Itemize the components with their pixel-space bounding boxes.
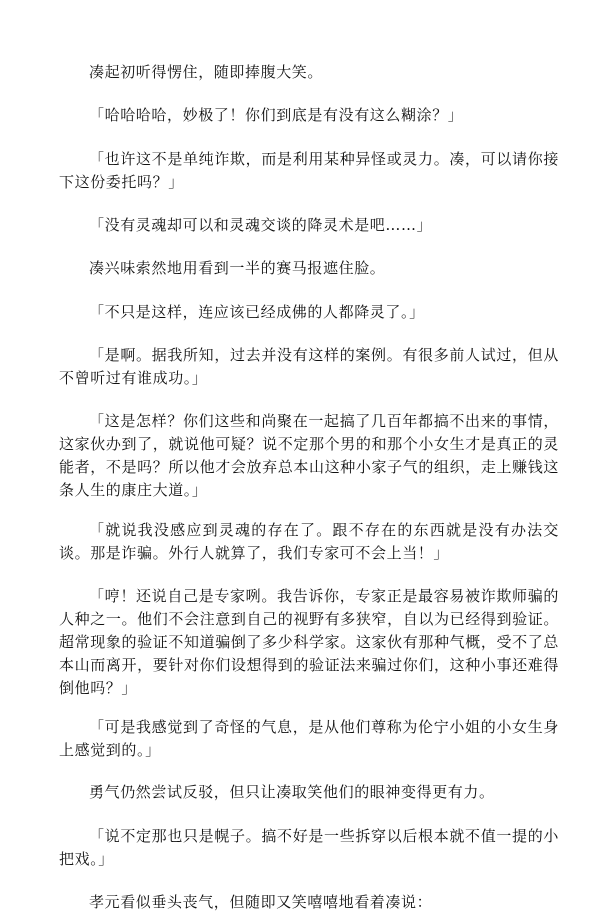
paragraph-2: 「哈哈哈哈，妙极了！你们到底是有没有这么糊涂？」 — [89, 106, 464, 124]
paragraph-1: 凑起初听得愣住，随即捧腹大笑。 — [89, 63, 324, 81]
paragraph-4: 「没有灵魂却可以和灵魂交谈的降灵术是吧……」 — [89, 216, 433, 234]
paragraph-6: 「不只是这样，连应该已经成佛的人都降灵了。」 — [89, 303, 425, 321]
paragraph-12: 勇气仍然尝试反驳，但只让凑取笑他们的眼神变得更有力。 — [89, 783, 495, 801]
paragraph-7: 「是啊。据我所知，过去并没有这样的案例。有很多前人试过，但从不曾听过有谁成功。」 — [59, 346, 559, 387]
paragraph-11: 「可是我感觉到了奇怪的气息，是从他们尊称为伦宁小姐的小女生身上感觉到的。」 — [59, 718, 559, 759]
paragraph-14: 孝元看似垂头丧气，但随即又笑嘻嘻地看着凑说： — [89, 893, 433, 911]
paragraph-8: 「这是怎样？你们这些和尚聚在一起搞了几百年都搞不出来的事情，这家伙办到了，就说他可疑？说不定那个男的和那个小女生才是真正的灵能者，不是吗？所以他才会放弃总本山这种小家子气的组织，走上赚钱这条人生的康庄大道。」 — [59, 412, 559, 499]
paragraph-3: 「也许这不是单纯诈欺，而是利用某种异怪或灵力。凑，可以请你接下这份委托吗？」 — [59, 150, 559, 191]
paragraph-5: 凑兴味索然地用看到一半的赛马报遮住脸。 — [89, 259, 386, 277]
paragraph-13: 「说不定那也只是幌子。搞不好是一些拆穿以后根本就不值一提的小把戏。」 — [59, 827, 559, 868]
paragraph-9: 「就说我没感应到灵魂的存在了。跟不存在的东西就是没有办法交谈。那是诈骗。外行人就算了，我们专家可不会上当！」 — [59, 521, 559, 562]
paragraph-10: 「哼！还说自己是专家咧。我告诉你，专家正是最容易被诈欺师骗的人种之一。他们不会注意到自己的视野有多狭窄，自以为已经得到验证。超常现象的验证不知道骗倒了多少科学家。这家伙有那种气概，受不了总本山而离开，要针对你们设想得到的验证法来骗过你们，这种小事还难得倒他吗？」 — [59, 587, 559, 697]
